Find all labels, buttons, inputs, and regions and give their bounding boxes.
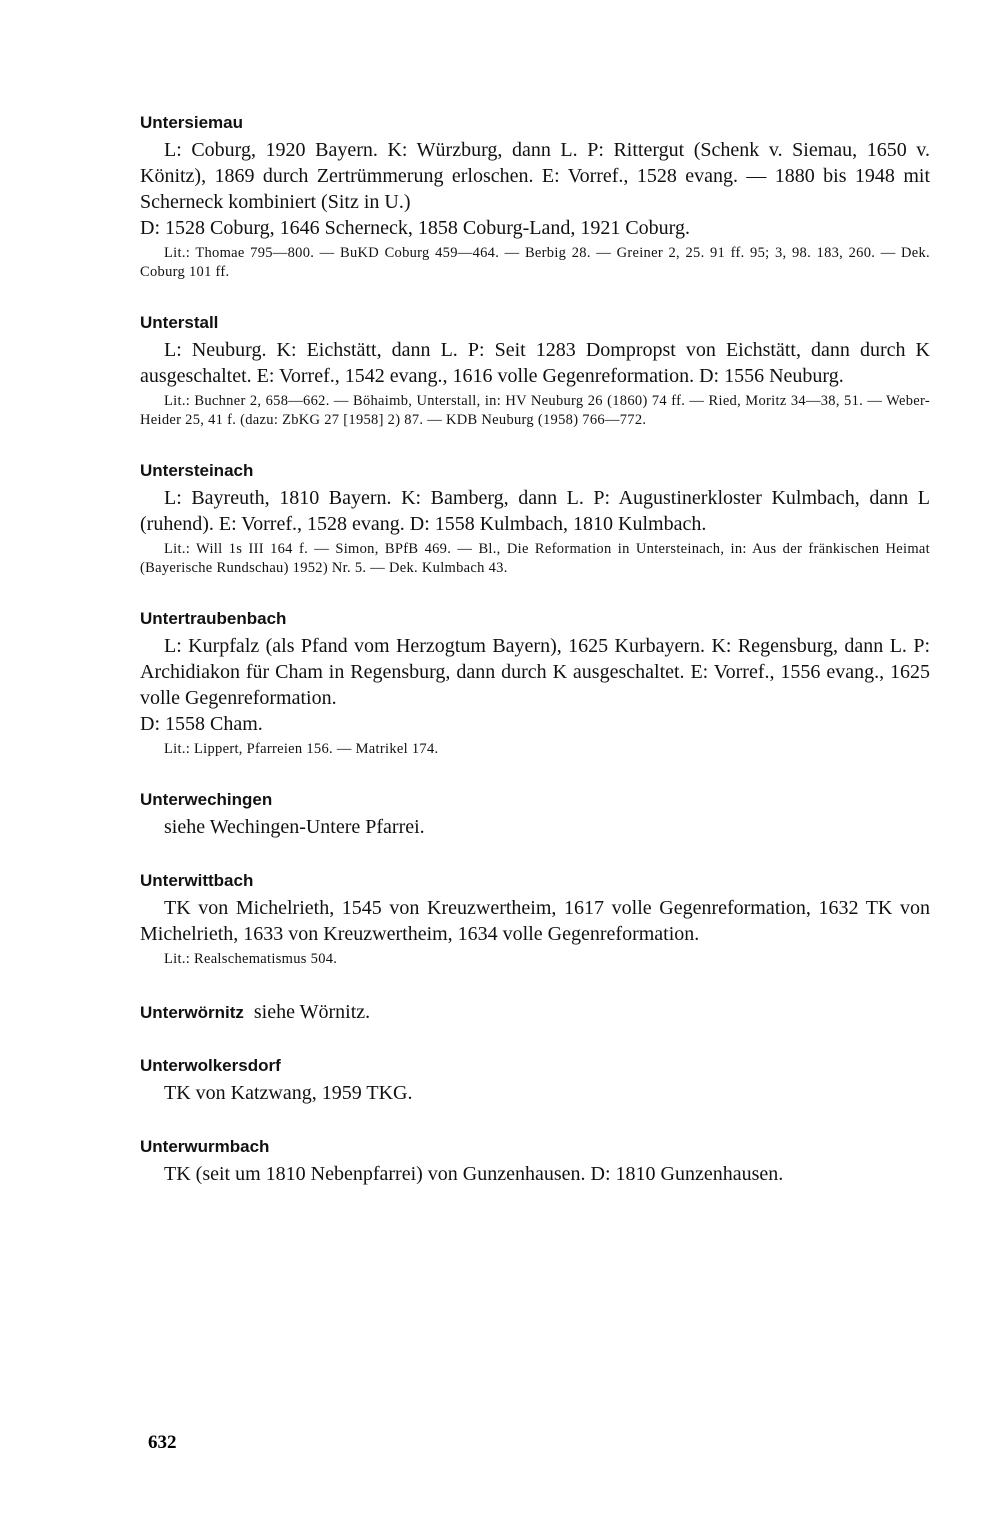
- entry-text: siehe Wörnitz.: [253, 1001, 371, 1023]
- entry-text: siehe Wechingen-Untere Pfarrei.: [164, 816, 425, 838]
- entry-text: L: Kurpfalz (als Pfand vom Herzogtum Bayern), 1625 Kurbayern. K: Regensburg, dann L. P: Archidiakon für Cham in Regensburg, dann durch K ausgeschaltet. E: Vorref., 1556 evang., 1625 volle Gegenreformation.: [140, 635, 930, 709]
- page-body: [140, 112, 930, 1187]
- entry-heading: Untertraubenbach: [140, 609, 287, 628]
- entry-unterwurmbach: [140, 1136, 930, 1187]
- entry-heading: Unterwurmbach: [140, 1137, 270, 1156]
- entry-literature: Lit.: Buchner 2, 658—662. — Böhaimb, Unterstall, in: HV Neuburg 26 (1860) 74 ff. — Ried, Moritz 34—38, 51. — Weber-Heider 25, 41 f. (dazu: ZbKG 27 [1958] 2) 87. — KDB Neuburg (1958) 766—772.: [140, 393, 930, 428]
- entry-literature: Lit.: Will 1s III 164 f. — Simon, BPfB 469. — Bl., Die Reformation in Untersteinach, in: Aus der fränkischen Heimat (Bayerische Rundschau) 1952) Nr. 5. — Dek. Kulmbach 43.: [140, 541, 930, 576]
- entry-untersiemau: [140, 112, 930, 282]
- entry-heading: Unterstall: [140, 313, 219, 332]
- entry-heading: Untersteinach: [140, 461, 254, 480]
- entry-unterwittbach: [140, 870, 930, 969]
- entry-heading: Unterwittbach: [140, 871, 254, 890]
- entry-text: TK von Michelrieth, 1545 von Kreuzwertheim, 1617 volle Gegenreformation, 1632 TK von Michelrieth, 1633 von Kreuzwertheim, 1634 volle Gegenreformation.: [140, 897, 930, 945]
- entry-untersteinach: [140, 460, 930, 578]
- entry-heading: Unterwörnitz: [140, 1003, 244, 1022]
- entry-unterwoernitz: [140, 999, 930, 1025]
- entry-text: TK (seit um 1810 Nebenpfarrei) von Gunzenhausen. D: 1810 Gunzenhausen.: [164, 1163, 784, 1185]
- entry-literature: Lit.: Thomae 795—800. — BuKD Coburg 459—464. — Berbig 28. — Greiner 2, 25. 91 ff. 95; 3, 98. 183, 260. — Dek. Coburg 101 ff.: [140, 245, 930, 280]
- entry-text: L: Coburg, 1920 Bayern. K: Würzburg, dann L. P: Rittergut (Schenk v. Siemau, 1650 v. Könitz), 1869 durch Zertrümmerung erloschen. E: Vorref., 1528 evang. — 1880 bis 1948 mit Scherneck kombiniert (Sitz in U.): [140, 139, 930, 213]
- entry-heading: Untersiemau: [140, 113, 243, 132]
- entry-text: L: Bayreuth, 1810 Bayern. K: Bamberg, dann L. P: Augustinerkloster Kulmbach, dann L (ruhend). E: Vorref., 1528 evang. D: 1558 Kulmbach, 1810 Kulmbach.: [140, 487, 930, 535]
- entry-unterwechingen: [140, 789, 930, 840]
- entry-unterstall: [140, 312, 930, 430]
- entry-text: TK von Katzwang, 1959 TKG.: [164, 1082, 413, 1104]
- entry-untertraubenbach: [140, 608, 930, 759]
- entry-heading: Unterwechingen: [140, 790, 273, 809]
- entry-literature: Lit.: Realschematismus 504.: [164, 951, 338, 967]
- entry-unterwolkersdorf: [140, 1055, 930, 1106]
- entry-text: L: Neuburg. K: Eichstätt, dann L. P: Seit 1283 Dompropst von Eichstätt, dann durch K ausgeschaltet. E: Vorref., 1542 evang., 1616 volle Gegenreformation. D: 1556 Neuburg.: [140, 339, 930, 387]
- entry-heading: Unterwolkersdorf: [140, 1056, 281, 1075]
- entry-literature: Lit.: Lippert, Pfarreien 156. — Matrikel 174.: [164, 741, 439, 757]
- entry-text-diocese: D: 1528 Coburg, 1646 Scherneck, 1858 Coburg-Land, 1921 Coburg.: [140, 217, 690, 239]
- page-number: 632: [148, 1432, 177, 1453]
- entry-text-diocese: D: 1558 Cham.: [140, 713, 263, 735]
